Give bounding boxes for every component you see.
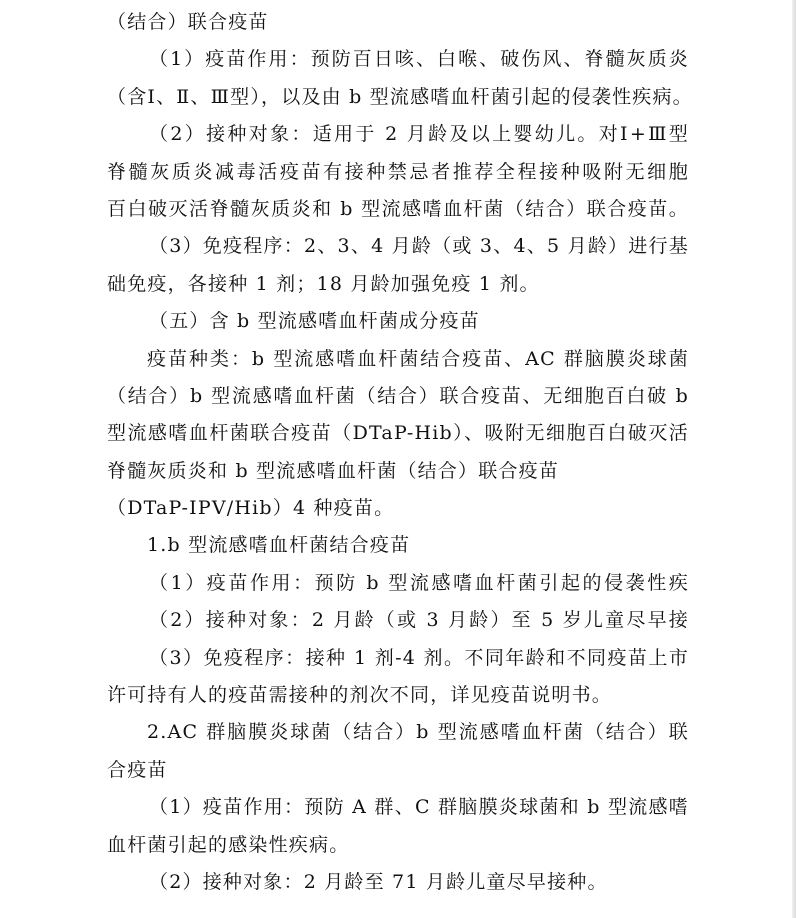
text-line: （1）疫苗作用：预防 b 型流感嗜血杆菌引起的侵袭性疾: [149, 571, 689, 594]
text-line: （2）接种对象：2 月龄（或 3 月龄）至 5 岁儿童尽早接: [149, 609, 689, 632]
text-line: （结合）联合疫苗: [107, 11, 269, 33]
text-line: （1）疫苗作用：预防 A 群、C 群脑膜炎球菌和 b 型流感嗜: [149, 796, 689, 819]
subsection-heading: 2.AC 群脑膜炎球菌（结合）b 型流感嗜血杆菌（结合）联: [147, 721, 689, 744]
text-line: （3）免疫程序：2、3、4 月龄（或 3、4、5 月龄）进行基: [149, 235, 689, 258]
text-line: （结合）b 型流感嗜血杆菌（结合）联合疫苗、无细胞百白破 b: [107, 384, 689, 407]
text-line: 合疫苗: [107, 758, 168, 781]
page-edge: [792, 0, 796, 918]
text-line: 百白破灭活脊髓灰质炎和 b 型流感嗜血杆菌（结合）联合疫苗。: [107, 197, 689, 220]
text-line: 脊髓灰质炎和 b 型流感嗜血杆菌（结合）联合疫苗: [107, 459, 560, 482]
text-line: （1）疫苗作用：预防百日咳、白喉、破伤风、脊髓灰质炎: [149, 48, 689, 71]
text-line: （2）接种对象：适用于 2 月龄及以上婴幼儿。对Ⅰ+Ⅲ型: [149, 123, 689, 146]
text-line: （含Ⅰ、Ⅱ、Ⅲ型），以及由 b 型流感嗜血杆菌引起的侵袭性疾病。: [107, 85, 693, 108]
document-body: [107, 4, 693, 901]
section-heading: （五）含 b 型流感嗜血杆菌成分疫苗: [149, 310, 480, 333]
text-line: 脊髓灰质炎减毒活疫苗有接种禁忌者推荐全程接种吸附无细胞: [107, 160, 689, 183]
text-line: （2）接种对象：2 月龄至 71 月龄儿童尽早接种。: [149, 870, 608, 893]
text-line: （3）免疫程序：接种 1 剂-4 剂。不同年龄和不同疫苗上市: [149, 646, 689, 669]
text-line: （DTaP-IPV/Hib）4 种疫苗。: [107, 497, 395, 520]
text-line: 础免疫，各接种 1 剂；18 月龄加强免疫 1 剂。: [107, 272, 540, 295]
subsection-heading: 1.b 型流感嗜血杆菌结合疫苗: [147, 534, 411, 557]
text-line: 疫苗种类：b 型流感嗜血杆菌结合疫苗、AC 群脑膜炎球菌: [147, 347, 689, 370]
text-line: 血杆菌引起的感染性疾病。: [107, 833, 350, 856]
text-line: 许可持有人的疫苗需接种的剂次不同，详见疫苗说明书。: [107, 684, 613, 707]
text-line: 型流感嗜血杆菌联合疫苗（DTaP-Hib）、吸附无细胞百白破灭活: [107, 422, 689, 445]
